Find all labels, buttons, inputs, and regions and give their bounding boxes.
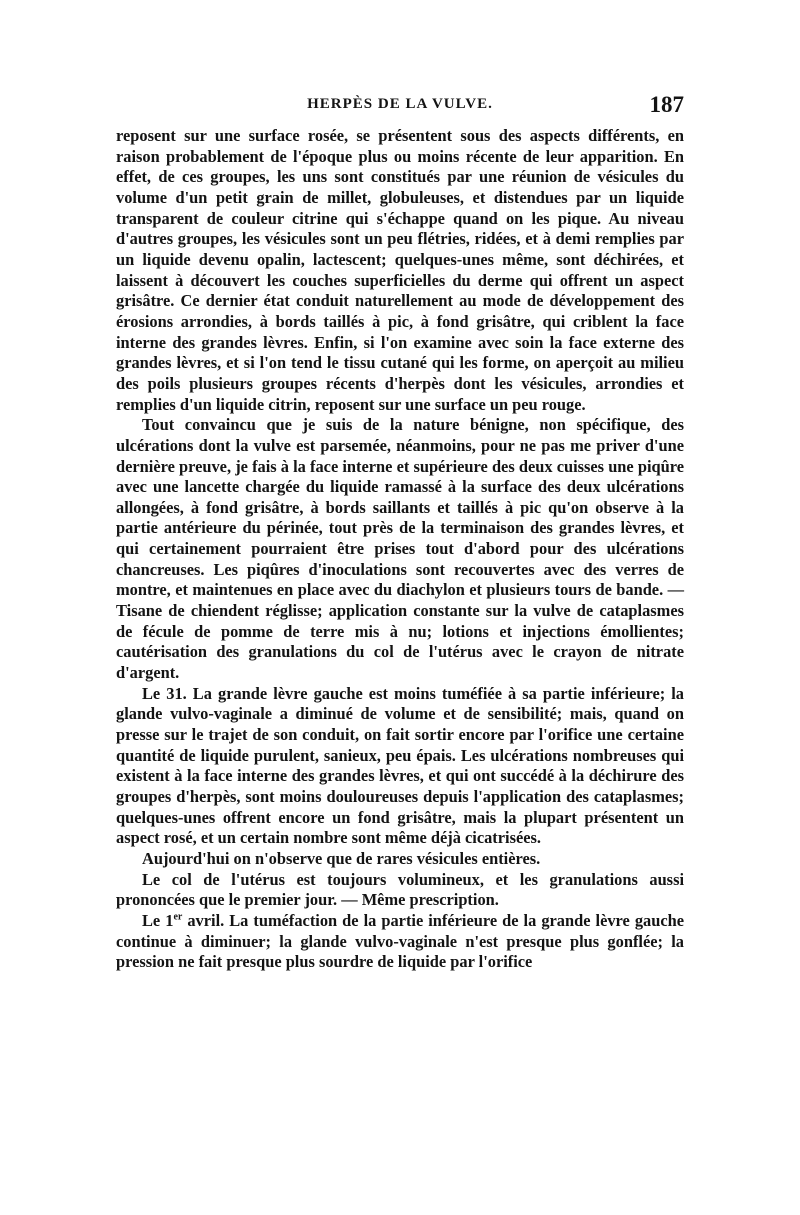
paragraph-inoculation: Tout convaincu que je suis de la nature bénigne, non spécifique, des ulcérations dont la vulve est parsemée, néanmoins, pour ne pas me priver d'une dernière preuve, je fais à la face interne et supérieure des deux cuisses une piqûre avec une lancette chargée du liquide ramassé à la surface des deux ulcérations allongées, à fond grisâtre, à bords saillants et taillés à pic qu'on observe à la partie antérieure du périnée, tout près de la terminaison des grandes lèvres, et qui certainement pourraient être prises tout d'abord pour des ulcérations chancreuses. Les piqûres d'inoculations sont recouvertes avec des verres de montre, et maintenues en place avec du diachylon et plusieurs tours de bande. — Tisane de chiendent réglisse; application constante sur la vulve de cataplasmes de fécule de pomme de terre mis à nu; lotions et injections émollientes; cautérisation des granulations du col de l'utérus avec le crayon de nitrate d'argent. <box>116 415 684 683</box>
running-title: HERPÈS DE LA VULVE. <box>307 96 493 112</box>
paragraph-april-1 <box>116 911 684 973</box>
page-number: 187 <box>649 92 684 117</box>
paragraph-vesicules: Aujourd'hui on n'observe que de rares vésicules entières. <box>142 848 541 868</box>
body-text <box>116 126 684 973</box>
book-page <box>116 92 684 973</box>
running-header <box>116 92 684 126</box>
april-lead: Le 1 <box>142 910 174 930</box>
paragraph-day-31: Le 31. La grande lèvre gauche est moins tuméfiée à sa partie inférieure; la glande vulvo-vaginale a diminué de volume et de sensibilité; mais, quand on presse sur le trajet de son conduit, on fait sortir encore par l'orifice une certaine quantité de liquide purulent, sanieux, peu épais. Les ulcérations nombreuses qui existent à la face interne des grandes lèvres, et qui ont succédé à la déchirure des groupes d'herpès, sont moins douloureuses depuis l'application des cataplasmes; quelques-unes offrent encore un fond grisâtre, mais la plupart présentent un aspect rosé, et un certain nombre sont même déjà cicatrisées. <box>116 683 684 848</box>
paragraph-continuation: reposent sur une surface rosée, se présentent sous des aspects différents, en raison probablement de l'époque plus ou moins récente de leur apparition. En effet, de ces groupes, les uns sont constitués par une réunion de vésicules du volume d'un petit grain de millet, globuleuses, et distendues par un liquide transparent de couleur citrine qui s'échappe quand on les pique. Au niveau d'autres groupes, les vésicules sont un peu flétries, ridées, et à demi remplies par un liquide devenu opalin, lactescent; quelques-unes même, sont déchirées, et laissent à découvert les couches superficielles du derme qui offrent un aspect grisâtre. Ce dernier état conduit naturellement au mode de développement des érosions arrondies, à bords taillés à pic, à fond grisâtre, qui criblent la face interne des grandes lèvres. Enfin, si l'on examine avec soin la face externe des grandes lèvres, et si l'on tend le tissu cutané qui les forme, on aperçoit au milieu des poils plusieurs groupes récents d'herpès dont les vésicules, arrondies et remplies d'un liquide citrin, reposent sur une surface un peu rouge. <box>116 126 684 414</box>
paragraph-col-uterus: Le col de l'utérus est toujours volumineux, et les granulations aussi prononcées que le premier jour. — Même prescription. <box>116 869 684 910</box>
ordinal-superscript: er <box>173 911 183 923</box>
april-rest: avril. La tuméfaction de la partie inférieure de la grande lèvre gauche continue à diminuer; la glande vulvo-vaginale n'est presque plus gonflée; la pression ne fait presque plus sourdre de liquide par l'orifice <box>116 910 684 972</box>
